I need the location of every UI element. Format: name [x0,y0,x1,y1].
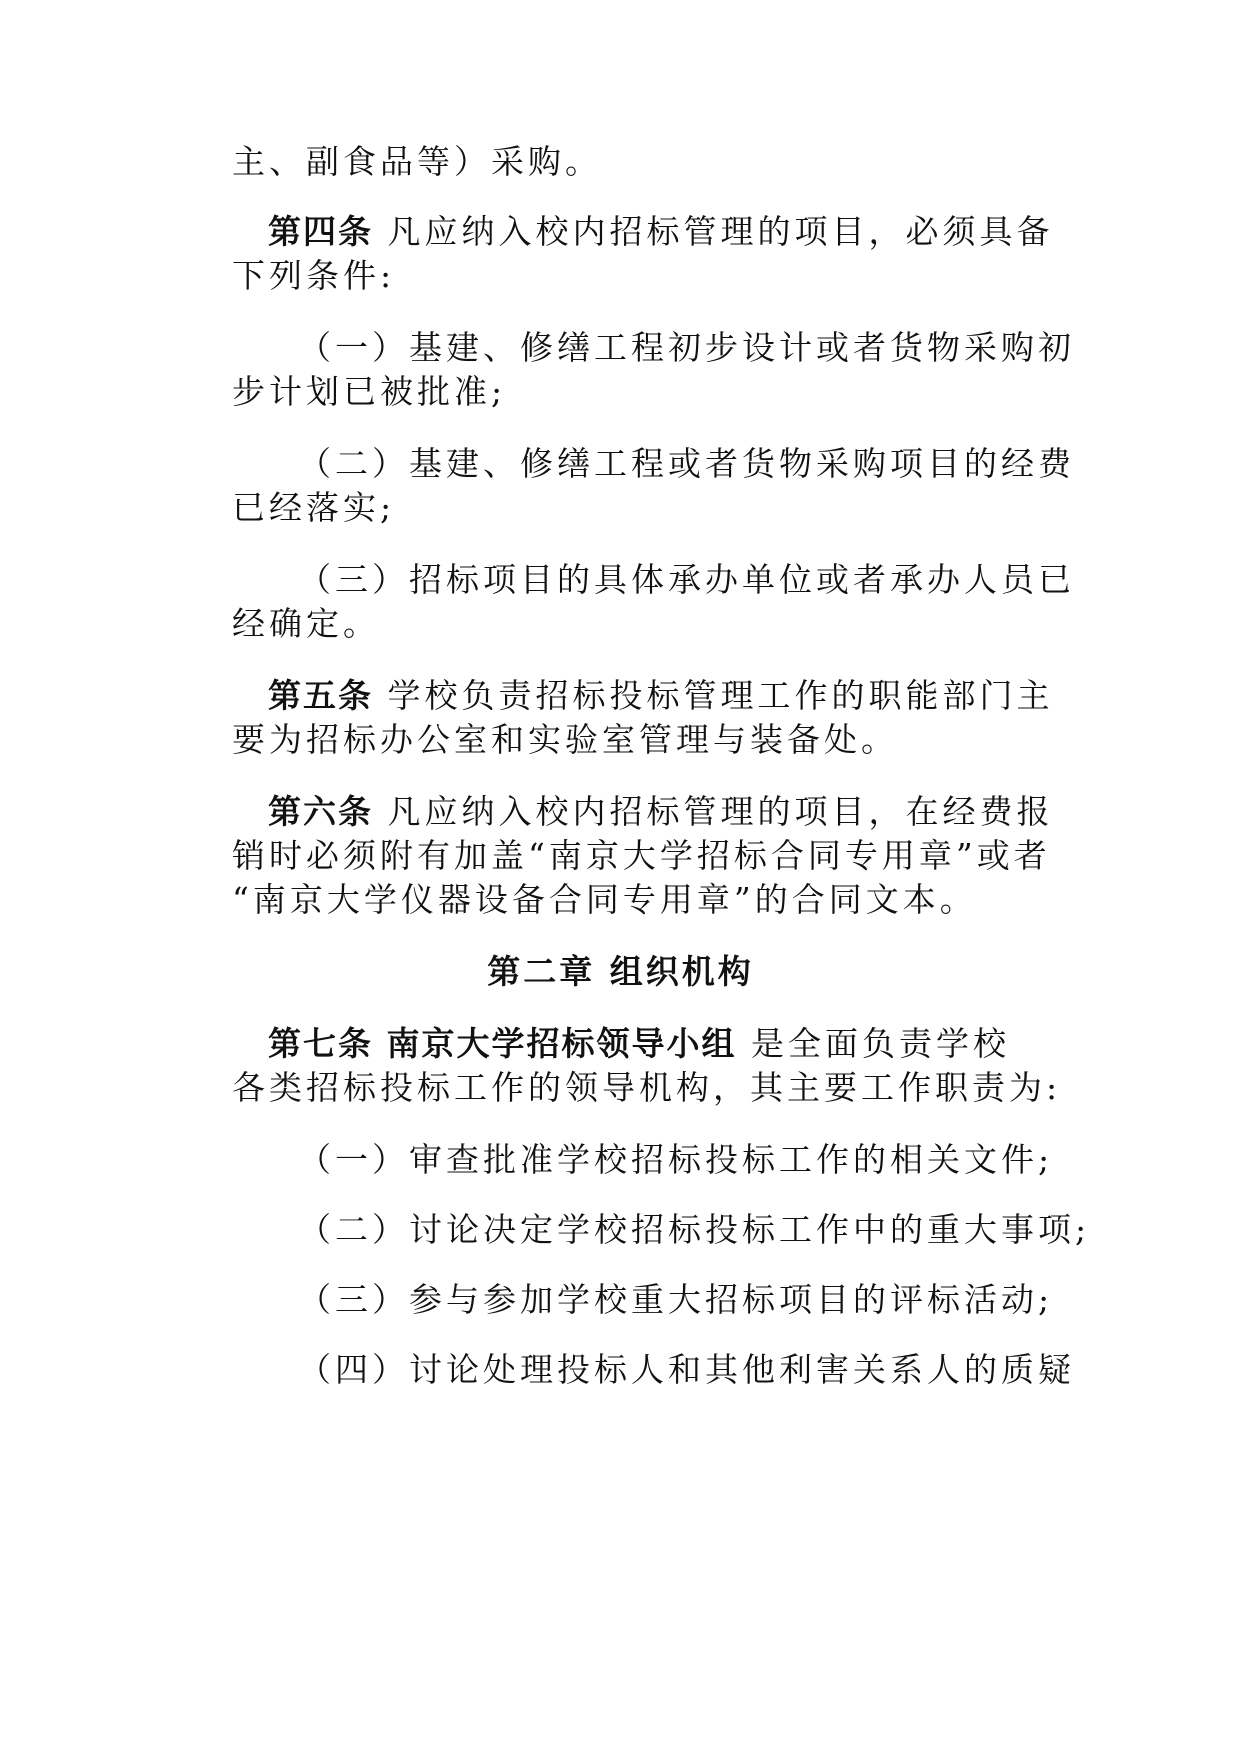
article-6-heading: 第六条 [268,792,373,831]
article-5-line-2: 要为招标办公室和实验室管理与装备处。 [232,720,898,759]
article-7-heading: 第七条 南京大学招标领导小组 [268,1024,737,1063]
article-7-item-3: （三）参与参加学校重大招标项目的评标活动; [298,1280,1054,1319]
article-4-text-1: 凡应纳入校内招标管理的项目，必须具备 [387,212,1054,251]
article-7-line-2: 各类招标投标工作的领导机构，其主要工作职责为: [232,1068,1062,1107]
article-7-item-4: （四）讨论处理投标人和其他利害关系人的质疑 [298,1350,1075,1389]
article-4-line-2: 下列条件: [232,256,396,295]
article-4-item-2-line-1: （二）基建、修缮工程或者货物采购项目的经费 [298,444,1075,483]
article-7-text-1: 是全面负责学校 [751,1024,1010,1063]
article-7-item-1: （一）审查批准学校招标投标工作的相关文件; [298,1140,1054,1179]
article-5-line-1 [268,676,1054,716]
article-4-line-1 [268,212,1054,252]
article-4-heading: 第四条 [268,212,373,251]
paragraph-continuation: 主、副食品等）采购。 [232,142,602,181]
article-4-item-3-line-1: （三）招标项目的具体承办单位或者承办人员已 [298,560,1075,599]
article-4-item-3-line-2: 经确定。 [232,604,380,643]
article-6-line-3: “南京大学仪器设备合同专用章”的合同文本。 [232,880,977,919]
article-5-text-1: 学校负责招标投标管理工作的职能部门主 [387,676,1054,715]
article-6-line-1 [268,792,1054,832]
article-4-item-2-line-2: 已经落实; [232,488,396,527]
article-7-item-2: （二）讨论决定学校招标投标工作中的重大事项; [298,1210,1091,1249]
article-5-heading: 第五条 [268,676,373,715]
article-6-line-2: 销时必须附有加盖“南京大学招标合同专用章”或者 [232,836,1051,875]
article-7-line-1 [268,1024,1010,1064]
article-4-item-1-line-1: （一）基建、修缮工程初步设计或者货物采购初 [298,328,1075,367]
article-4-item-1-line-2: 步计划已被批准; [232,372,507,411]
article-6-text-1: 凡应纳入校内招标管理的项目，在经费报 [387,792,1054,831]
chapter-title: 第二章 组织机构 [487,952,754,991]
